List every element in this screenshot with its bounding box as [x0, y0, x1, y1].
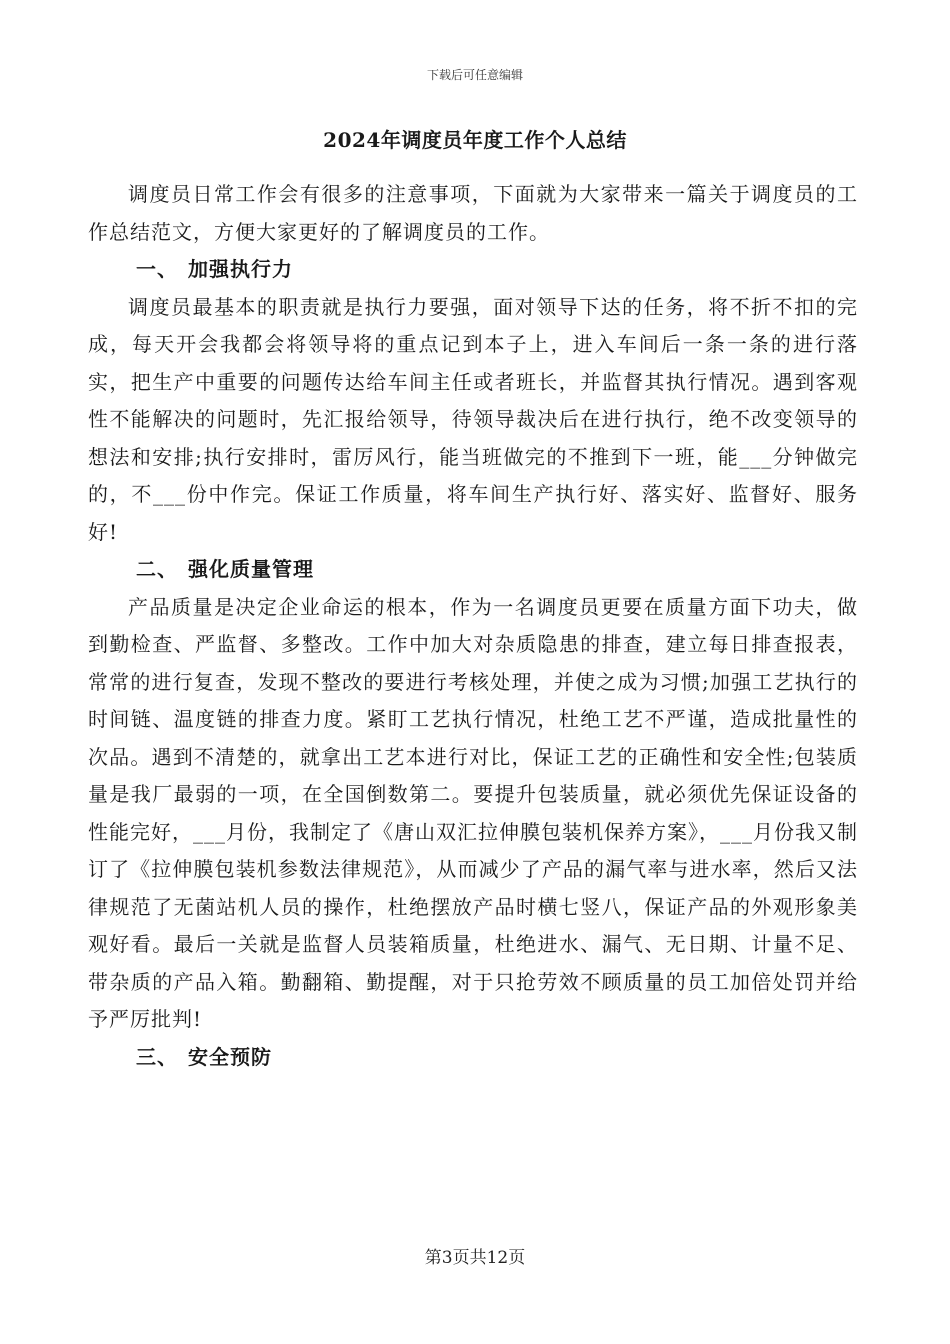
header-note: 下载后可任意编辑 — [426, 68, 523, 82]
section-number: 二、 — [136, 557, 178, 581]
document-body — [88, 176, 858, 1076]
section-title: 强化质量管理 — [188, 557, 314, 581]
section-heading-1 — [88, 251, 858, 289]
section-2-paragraph: 产品质量是决定企业命运的根本，作为一名调度员更要在质量方面下功夫，做到勤检查、严监督、多整改。工作中加大对杂质隐患的排查，建立每日排查报表，常常的进行复查，发现不整改的要进行考核处理，并使之成为习惯;加强工艺执行的时间链、温度链的排查力度。紧盯工艺执行情况，杜绝工艺不严谨，造成批量性的次品。遇到不清楚的，就拿出工艺本进行对比，保证工艺的正确性和安全性;包装质量是我厂最弱的一项，在全国倒数第二。要提升包装质量，就必须优先保证设备的性能完好，___月份，我制定了《唐山双汇拉伸膜包装机保养方案》，___月份我又制订了《拉伸膜包装机参数法律规范》，从而减少了产品的漏气率与进水率，然后又法律规范了无菌站机人员的操作，杜绝摆放产品时横七竖八，保证产品的外观形象美观好看。最后一关就是监督人员装箱质量，杜绝进水、漏气、无日期、计量不足、带杂质的产品入箱。勤翻箱、勤提醒，对于只抢劳效不顾质量的员工加倍处罚并给予严厉批判! — [88, 594, 858, 1031]
intro-paragraph: 调度员日常工作会有很多的注意事项，下面就为大家带来一篇关于调度员的工作总结范文，方便大家更好的了解调度员的工作。 — [88, 182, 858, 244]
section-1-paragraph: 调度员最基本的职责就是执行力要强，面对领导下达的任务，将不折不扣的完成，每天开会我都会将领导将的重点记到本子上，进入车间后一条一条的进行落实，把生产中重要的问题传达给车间主任或者班长，并监督其执行情况。遇到客观性不能解决的问题时，先汇报给领导，待领导裁决后在进行执行，绝不改变领导的想法和安排;执行安排时，雷厉风行，能当班做完的不推到下一班，能___分钟做完的，不___份中作完。保证工作质量，将车间生产执行好、落实好、监督好、服务好! — [88, 294, 858, 544]
section-title: 安全预防 — [188, 1044, 272, 1069]
page-footer: 第3页共12页 — [424, 1248, 526, 1268]
section-number: 一、 — [136, 257, 178, 281]
document-title: 2024年调度员年度工作个人总结 — [323, 128, 627, 152]
section-heading-3 — [88, 1039, 858, 1077]
section-title: 加强执行力 — [188, 257, 293, 281]
section-number: 三、 — [136, 1044, 178, 1069]
section-heading-2 — [88, 551, 858, 589]
